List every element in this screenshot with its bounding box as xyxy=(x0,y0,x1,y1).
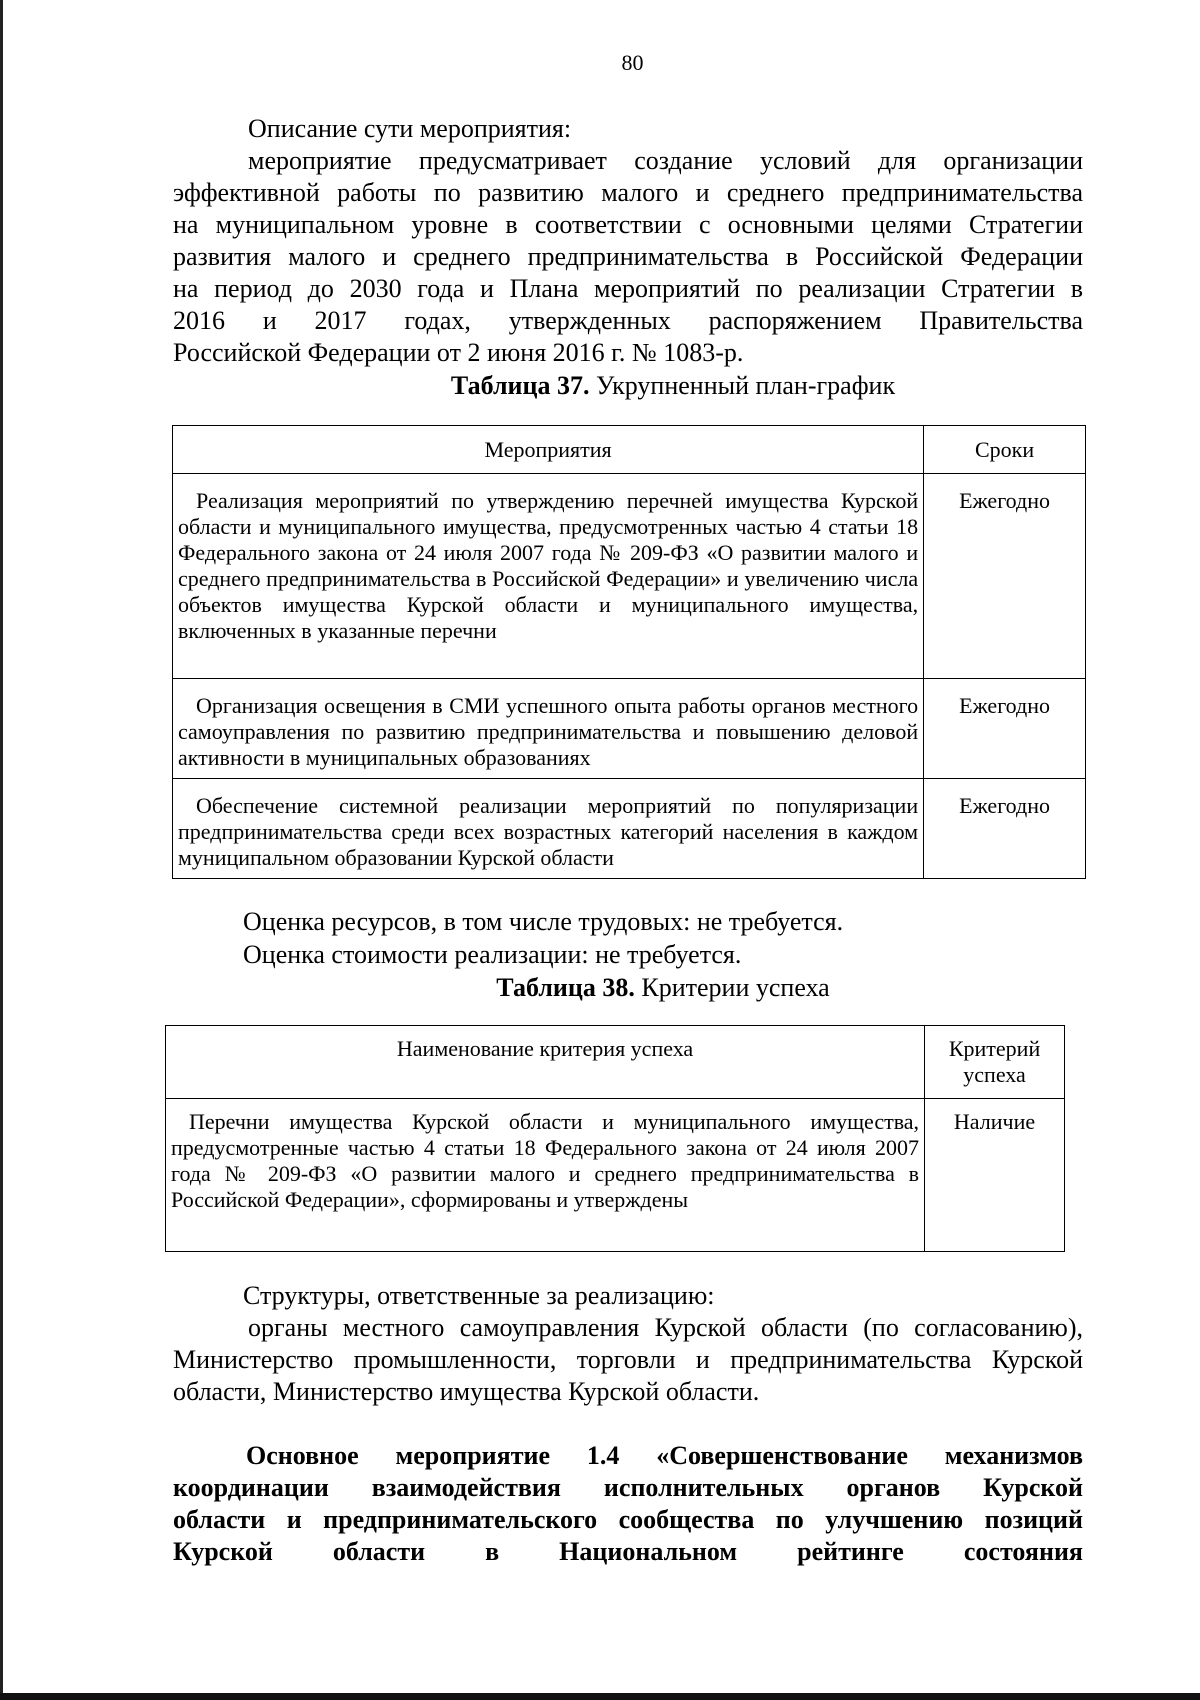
scan-edge-bottom xyxy=(0,1693,1200,1700)
table37-term-cell: Ежегодно xyxy=(924,679,1086,779)
table-row xyxy=(166,1099,1065,1252)
table37-header-terms: Сроки xyxy=(924,426,1086,474)
table-row xyxy=(173,779,1086,879)
table-row xyxy=(173,679,1086,779)
main-event-line: Основное мероприятие 1.4 «Совершенствование механизмов xyxy=(246,1441,1083,1470)
description-line: развития малого и среднего предпринимательства в Российской Федерации xyxy=(173,242,1083,271)
table38-header-row xyxy=(166,1026,1065,1099)
table38-caption-title: Критерии успеха xyxy=(634,973,830,1002)
table37-caption-title: Укрупненный план-график xyxy=(589,371,896,400)
main-event-heading xyxy=(173,1440,1083,1568)
table37-caption-number: Таблица 37. xyxy=(450,371,590,400)
description-line: Российской Федерации от 2 июня 2016 г. № 1083-р. xyxy=(173,338,744,367)
table38-header-criterion: Наименование критерия успеха xyxy=(166,1026,925,1099)
table38 xyxy=(165,1025,1065,1252)
table38-header-value: Критерий успеха xyxy=(925,1026,1065,1099)
description-line: эффективной работы по развитию малого и среднего предпринимательства xyxy=(173,178,1083,207)
description-line: 2016 и 2017 годах, утвержденных распоряжением Правительства xyxy=(173,306,1083,335)
table37 xyxy=(172,425,1086,879)
table38-value-cell: Наличие xyxy=(925,1099,1065,1252)
resources-line: Оценка ресурсов, в том числе трудовых: не требуется. xyxy=(243,907,844,936)
table37-header-row xyxy=(173,426,1086,474)
table37-term-cell: Ежегодно xyxy=(924,779,1086,879)
scan-edge xyxy=(0,0,3,1700)
table38-criterion-cell: Перечни имущества Курской области и муниципального имущества, предусмотренные частью 4 статьи 18 Федерального закона от 24 июля 2007 года № 209-ФЗ «О развитии малого и среднего предпринимательства в Российской Федерации», сформированы и утверждены xyxy=(166,1099,925,1252)
table37-event-cell: Реализация мероприятий по утверждению перечней имущества Курской области и муниципального имущества, предусмотренных частью 4 статьи 18 Федерального закона от 24 июля 2007 года № 209-ФЗ «О развитии малого и среднего предпринимательства в Российской Федерации» и увеличению числа объектов имущества Курской области и муниципального имущества, включенных в указанные перечни xyxy=(173,474,924,679)
description-line: на период до 2030 года и Плана мероприятий по реализации Стратегии в xyxy=(173,274,1083,303)
structures-heading: Структуры, ответственные за реализацию: xyxy=(243,1281,715,1310)
table37-term-cell: Ежегодно xyxy=(924,474,1086,679)
table37-event-cell: Организация освещения в СМИ успешного опыта работы органов местного самоуправления по развитию предпринимательства и повышению деловой активности в муниципальных образованиях xyxy=(173,679,924,779)
table37-event-cell: Обеспечение системной реализации мероприятий по популяризации предпринимательства среди всех возрастных категорий населения в каждом муниципальном образовании Курской области xyxy=(173,779,924,879)
page-number: 80 xyxy=(621,50,644,75)
table37-caption xyxy=(173,370,1173,402)
description-paragraph xyxy=(173,145,1083,369)
main-event-line: координации взаимодействия исполнительных органов Курской xyxy=(173,1473,1083,1502)
cost-line: Оценка стоимости реализации: не требуется. xyxy=(243,940,742,969)
table-row xyxy=(173,474,1086,679)
table38-caption xyxy=(173,972,1083,1004)
main-event-line: Курской области в Национальном рейтинге состояния xyxy=(173,1537,1083,1566)
description-line: на муниципальном уровне в соответствии с основными целями Стратегии xyxy=(173,210,1083,239)
table37-header-events: Мероприятия xyxy=(173,426,924,474)
description-line: мероприятие предусматривает создание условий для организации xyxy=(248,146,1083,175)
table38-caption-number: Таблица 38. xyxy=(496,973,635,1002)
structures-text: органы местного самоуправления Курской области (по согласованию), Министерство промышленности, торговли и предпринимательства Курской области, Министерство имущества Курской области. xyxy=(173,1313,1083,1406)
description-heading: Описание сути мероприятия: xyxy=(248,114,572,143)
main-event-line: области и предпринимательского сообщества по улучшению позиций xyxy=(173,1505,1083,1534)
